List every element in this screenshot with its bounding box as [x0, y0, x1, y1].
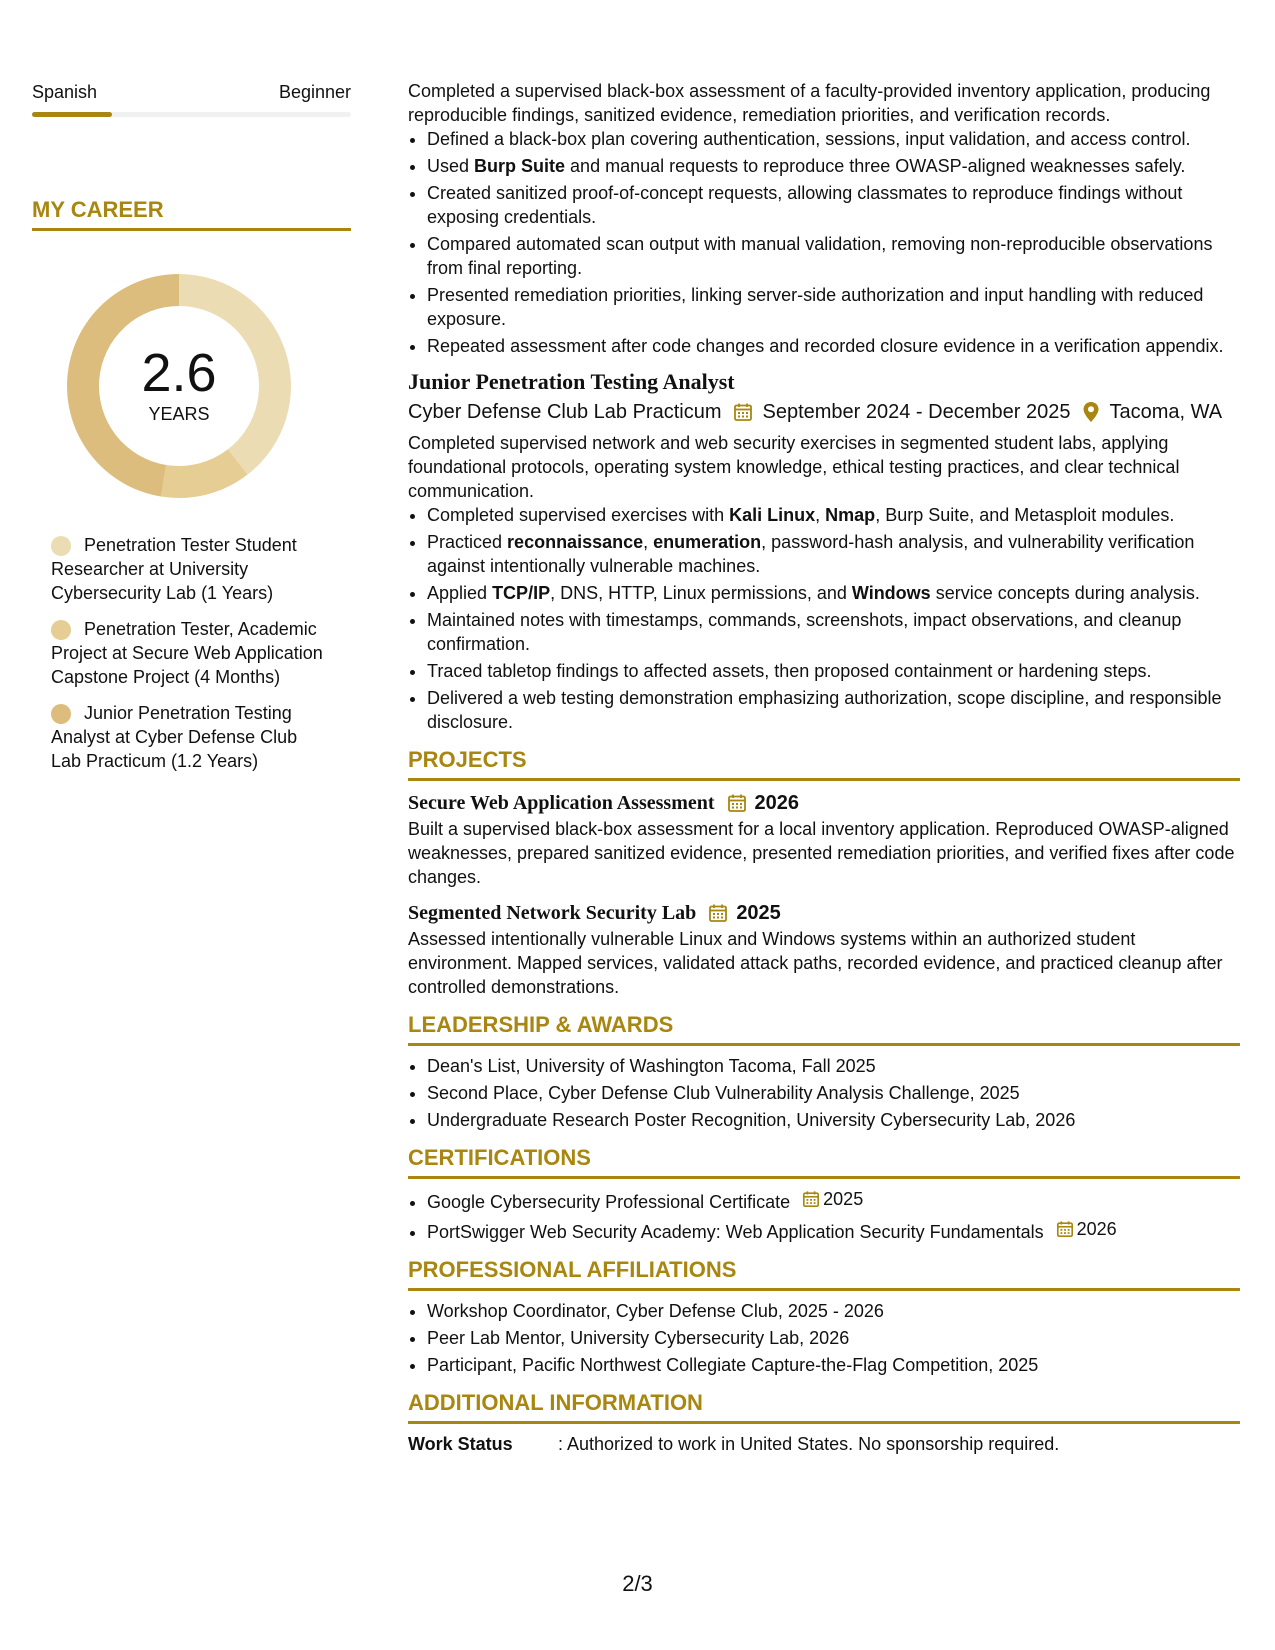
language-level: Beginner: [278, 82, 351, 102]
projects-list: [408, 789, 1240, 999]
job-bullet: • Traced tabletop findings to affected assets, then proposed containment or hardening steps.: [427, 659, 1240, 683]
location-pin-icon: [1082, 401, 1100, 423]
calendar-icon: [708, 903, 728, 923]
prev-role-bullet: • Created sanitized proof-of-concept requests, allowing classmates to reproduce findings without exposing credentials.: [427, 181, 1240, 229]
prev-role-bullets: [408, 127, 1240, 358]
certification-year: 2026: [1076, 1219, 1117, 1239]
prev-role-summary: Completed a supervised black-box assessment of a faculty-provided inventory application, producing reproducible findings, sanitized evidence, remediation priorities, and verification records.: [408, 81, 1211, 125]
job-bullet: • Applied TCP/IP, DNS, HTTP, Linux permissions, and Windows service concepts during analysis.: [427, 581, 1240, 605]
job-summary: Completed supervised network and web security exercises in segmented student labs, applying foundational protocols, operating system knowledge, ethical testing practices, and clear technical communication.: [408, 433, 1180, 501]
page-number: 2/3: [622, 1571, 653, 1596]
legend-label: Penetration Tester, Academic Project at Secure Web Application Capstone Project (4 Months): [51, 619, 323, 687]
leadership-list: [408, 1054, 1240, 1132]
project-description: Built a supervised black-box assessment for a local inventory application. Reproduced OWASP-aligned weaknesses, prepared sanitized evidence, presented remediation priorities, and verified fixes after code changes.: [408, 819, 1235, 887]
work-status-row: [408, 1432, 1240, 1456]
calendar-icon: [802, 1190, 820, 1208]
project-year: 2025: [736, 902, 781, 924]
legend-dot-icon: [51, 704, 71, 724]
prev-role-bullet: • Used Burp Suite and manual requests to reproduce three OWASP-aligned weaknesses safely.: [427, 154, 1240, 178]
certification-year: 2025: [823, 1189, 864, 1209]
job-bullet: • Delivered a web testing demonstration emphasizing authorization, scope discipline, and responsible disclosure.: [427, 686, 1240, 734]
legend-label: Penetration Tester Student Researcher at University Cybersecurity Lab (1 Years): [51, 535, 297, 603]
project-title-row: [408, 789, 1240, 817]
language-name: Spanish: [32, 82, 98, 102]
left-sidebar: [32, 80, 351, 785]
career-section-title: MY CAREER: [32, 196, 351, 231]
certification-item: [427, 1217, 1240, 1244]
career-legend-item: [51, 617, 326, 689]
project-item: [408, 789, 1240, 889]
job-bullet: • Maintained notes with timestamps, commands, screenshots, impact observations, and cleanup confirmation.: [427, 608, 1240, 656]
calendar-icon: [733, 402, 753, 422]
main-content: [408, 79, 1240, 1456]
project-item: [408, 899, 1240, 999]
prev-role-bullet: • Compared automated scan output with manual validation, removing non-reproducible observations from final reporting.: [427, 232, 1240, 280]
career-legend-item: [51, 533, 326, 605]
certification-name: PortSwigger Web Security Academy: Web Application Security Fundamentals: [427, 1222, 1044, 1242]
job-title: Junior Penetration Testing Analyst: [408, 369, 735, 394]
job-org: Cyber Defense Club Lab Practicum: [408, 401, 722, 423]
project-description: Assessed intentionally vulnerable Linux and Windows systems within an authorized student environment. Mapped services, validated attack paths, recorded evidence, and practiced cleanup after controlled demonstrations.: [408, 929, 1223, 997]
calendar-icon: [1056, 1220, 1074, 1238]
language-row: [32, 80, 351, 106]
affiliation-item: • Peer Lab Mentor, University Cybersecurity Lab, 2026: [427, 1326, 1240, 1350]
project-name: Segmented Network Security Lab: [408, 902, 697, 924]
career-donut-chart: [64, 271, 294, 501]
prev-role-bullet: • Presented remediation priorities, linking server-side authorization and input handling with reduced exposure.: [427, 283, 1240, 331]
prev-role-bullet: • Repeated assessment after code changes and recorded closure evidence in a verification appendix.: [427, 334, 1240, 358]
affiliation-item: • Workshop Coordinator, Cyber Defense Club, 2025 - 2026: [427, 1299, 1240, 1323]
job-meta: [408, 398, 1240, 426]
calendar-icon: [727, 793, 747, 813]
career-legend: [32, 533, 351, 773]
language-proficiency-bar: [32, 112, 351, 117]
work-status-value: : Authorized to work in United States. No sponsorship required.: [558, 1434, 1060, 1454]
legend-dot-icon: [51, 536, 71, 556]
project-year: 2026: [754, 792, 800, 814]
leadership-section-title: LEADERSHIP & AWARDS: [408, 1011, 1240, 1046]
career-total-years: 2.6: [141, 343, 217, 403]
affiliations-list: [408, 1299, 1240, 1377]
job-bullets: [408, 503, 1240, 734]
certification-name: Google Cybersecurity Professional Certificate: [427, 1192, 791, 1212]
legend-dot-icon: [51, 620, 71, 640]
affiliations-section-title: PROFESSIONAL AFFILIATIONS: [408, 1256, 1240, 1291]
career-years-unit: YEARS: [148, 404, 210, 424]
leadership-item: • Second Place, Cyber Defense Club Vulnerability Analysis Challenge, 2025: [427, 1081, 1240, 1105]
certifications-list: [408, 1187, 1240, 1244]
prev-role-bullet: • Defined a black-box plan covering authentication, sessions, input validation, and access control.: [427, 127, 1240, 151]
language-proficiency-fill: [32, 112, 112, 117]
projects-section-title: PROJECTS: [408, 746, 1240, 781]
job-dates: September 2024 - December 2025: [762, 401, 1071, 423]
additional-info-section-title: ADDITIONAL INFORMATION: [408, 1389, 1240, 1424]
job-bullet: • Practiced reconnaissance, enumeration, password-hash analysis, and vulnerability verification against intentionally vulnerable machines.: [427, 530, 1240, 578]
leadership-item: • Dean's List, University of Washington Tacoma, Fall 2025: [427, 1054, 1240, 1078]
job-bullet: • Completed supervised exercises with Kali Linux, Nmap, Burp Suite, and Metasploit modules.: [427, 503, 1240, 527]
certifications-section-title: CERTIFICATIONS: [408, 1144, 1240, 1179]
work-status-label: Work Status: [408, 1434, 513, 1454]
legend-label: Junior Penetration Testing Analyst at Cyber Defense Club Lab Practicum (1.2 Years): [51, 703, 298, 771]
job-location: Tacoma, WA: [1109, 401, 1223, 423]
career-legend-item: [51, 701, 326, 773]
affiliation-item: • Participant, Pacific Northwest Collegiate Capture-the-Flag Competition, 2025: [427, 1353, 1240, 1377]
leadership-item: • Undergraduate Research Poster Recognition, University Cybersecurity Lab, 2026: [427, 1108, 1240, 1132]
project-title-row: [408, 899, 1240, 927]
certification-item: [427, 1187, 1240, 1214]
project-name: Secure Web Application Assessment: [408, 792, 715, 814]
